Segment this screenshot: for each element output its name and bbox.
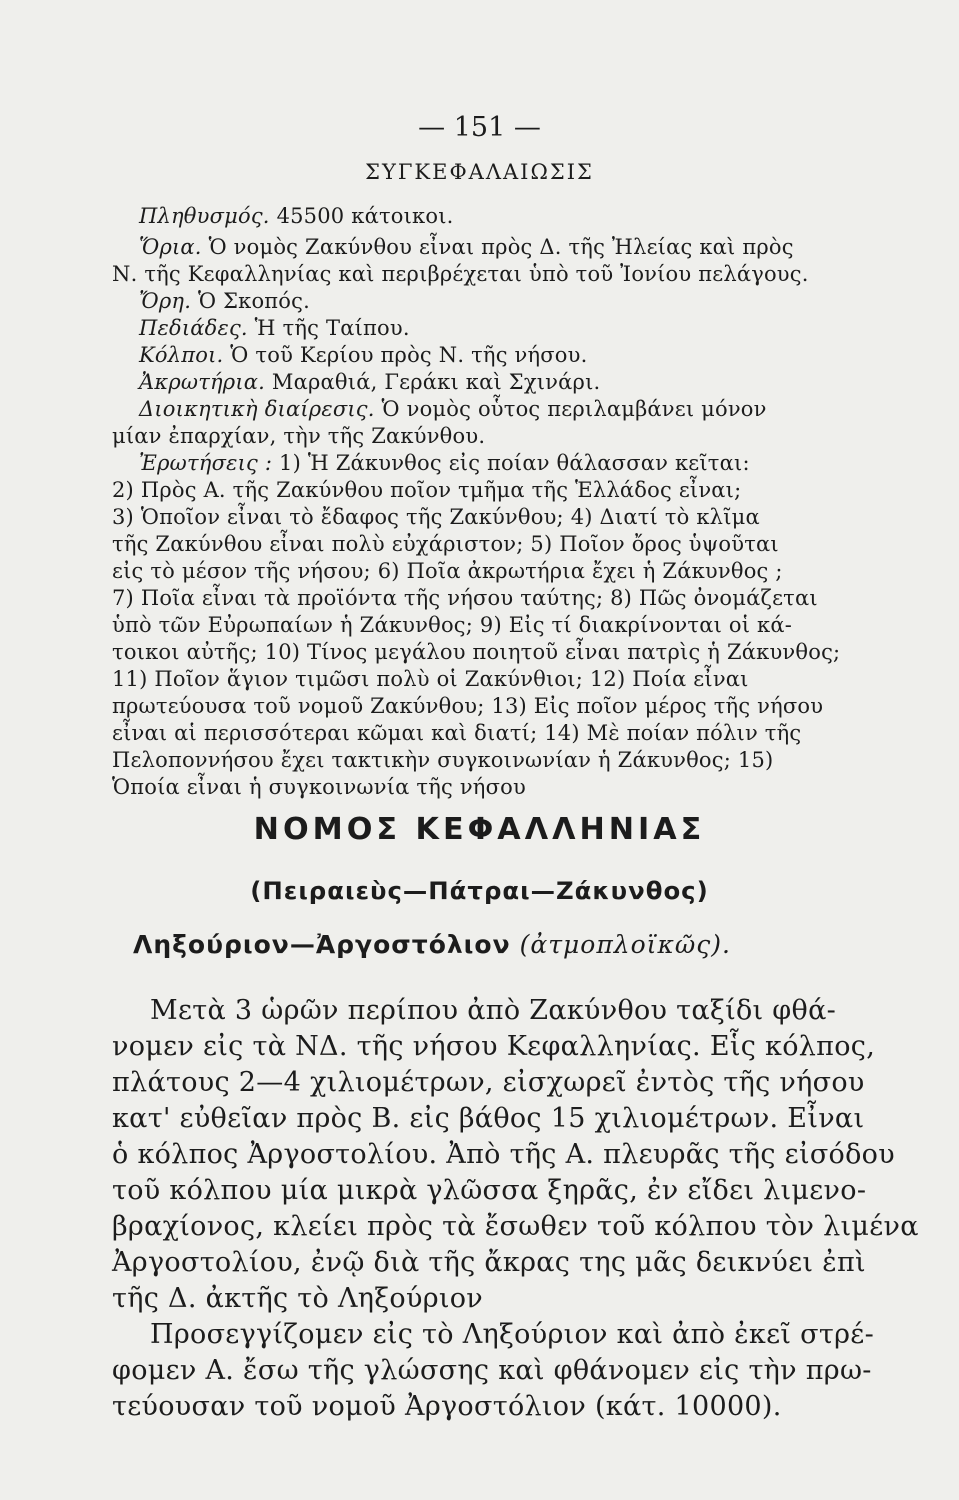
page-number: — 151 — (418, 112, 541, 143)
questions-label: Ἐρωτήσεις : (139, 451, 273, 475)
question-line: 2) Πρὸς Α. τῆς Ζακύνθου ποῖον τμῆμα τῆς Ἑλλάδος εἶναι; (112, 478, 742, 502)
admin-text-2: μίαν ἐπαρχίαν, τὴν τῆς Ζακύνθου. (112, 424, 486, 448)
summary-questions (139, 451, 750, 475)
question-line: Πελοποννήσου ἔχει τακτικὴν συγκοινωνίαν ἡ Ζάκυνθος; 15) (112, 748, 774, 772)
mountains-text: Ὁ Σκοπός. (191, 289, 310, 313)
admin-label: Διοικητικὴ διαίρεσις. (139, 397, 375, 421)
borders-label: Ὅρια. (139, 235, 202, 259)
summary-capes (139, 370, 600, 394)
body-line: τῆς Δ. ἀκτῆς τὸ Ληξούριον (112, 1283, 484, 1314)
body-line: Προσεγγίζομεν εἰς τὸ Ληξούριον καὶ ἀπὸ ἐκεῖ στρέ- (150, 1319, 875, 1350)
admin-text-1: Ὁ νομὸς οὗτος περιλαμβάνει μόνον (374, 397, 767, 421)
body-line: φομεν Α. ἔσω τῆς γλώσσης καὶ φθάνομεν εἰς τὴν πρω- (112, 1355, 872, 1386)
population-text: 45500 κάτοικοι. (269, 204, 454, 228)
summary-gulfs (139, 343, 588, 367)
summary-borders (139, 235, 794, 259)
borders-text-2: Ν. τῆς Κεφαλληνίας καὶ περιβρέχεται ὑπὸ τοῦ Ἰονίου πελάγους. (112, 262, 809, 286)
body-line: τεύουσαν τοῦ νομοῦ Ἀργοστόλιον (κάτ. 10000). (112, 1391, 782, 1422)
body-line: νομεν εἰς τὰ ΝΔ. τῆς νήσου Κεφαλληνίας. Εἷς κόλπος, (112, 1031, 876, 1062)
gulfs-label: Κόλποι. (139, 343, 224, 367)
route-2-title: Ληξούριον—Ἀργοστόλιον (133, 930, 511, 959)
capes-label: Ἀκρωτήρια. (139, 370, 266, 394)
route-heading-2 (133, 930, 731, 959)
section-title: ΝΟΜΟΣ ΚΕΦΑΛΛΗΝΙΑΣ (253, 812, 706, 847)
route-2-note: (ἀτμοπλοϊκῶς). (510, 930, 731, 959)
summary-population (139, 204, 454, 228)
mountains-label: Ὄρη. (139, 289, 192, 313)
body-line: κατ' εὐθεῖαν πρὸς Β. εἰς βάθος 15 χιλιομέτρων. Εἶναι (112, 1103, 865, 1134)
question-line: εἰς τὸ μέσον τῆς νήσου; 6) Ποῖα ἀκρωτήρια ἔχει ἡ Ζάκυνθος ; (112, 559, 783, 583)
borders-text-1: Ὁ νομὸς Ζακύνθου εἶναι πρὸς Δ. τῆς Ἠλείας καὶ πρὸς (201, 235, 794, 259)
plains-label: Πεδιάδες. (139, 316, 248, 340)
summary-title: ΣΥΓΚΕΦΑΛΑΙΩΣΙΣ (365, 160, 594, 184)
summary-admin (139, 397, 767, 421)
question-line: Ὁποία εἶναι ἡ συγκοινωνία τῆς νήσου (112, 775, 526, 799)
question-line: 11) Ποῖον ἅγιον τιμῶσι πολὺ οἱ Ζακύνθιοι; 12) Ποία εἶναι (112, 667, 749, 691)
body-line: Ἀργοστολίου, ἐνῷ διὰ τῆς ἄκρας της μᾶς δεικνύει ἐπὶ (112, 1247, 866, 1278)
question-line: 7) Ποῖα εἶναι τὰ προϊόντα τῆς νήσου ταύτης; 8) Πῶς ὀνομάζεται (112, 586, 818, 610)
summary-plains (139, 316, 410, 340)
question-line: 3) Ὁποῖον εἶναι τὸ ἔδαφος τῆς Ζακύνθου; 4) Διατί τὸ κλῖμα (112, 505, 760, 529)
body-line: τοῦ κόλπου μία μικρὰ γλῶσσα ξηρᾶς, ἐν εἴδει λιμενο- (112, 1175, 867, 1206)
question-line: πρωτεύουσα τοῦ νομοῦ Ζακύνθου; 13) Εἰς ποῖον μέρος τῆς νήσου (112, 694, 824, 718)
body-line: Μετὰ 3 ὡρῶν περίπου ἀπὸ Ζακύνθου ταξίδι φθά- (150, 995, 837, 1026)
capes-text: Μαραθιά, Γεράκι καὶ Σχινάρι. (265, 370, 601, 394)
question-line: ὑπὸ τῶν Εὐρωπαίων ἡ Ζάκυνθος; 9) Εἰς τί διακρίνονται οἱ κά- (112, 613, 793, 637)
question-line: εἶναι αἱ περισσότεραι κῶμαι καὶ διατί; 14) Μὲ ποίαν πόλιν τῆς (112, 721, 802, 745)
question-line: 1) Ἡ Ζάκυνθος εἰς ποίαν θάλασσαν κεῖται: (272, 451, 750, 475)
body-line: πλάτους 2—4 χιλιομέτρων, εἰσχωρεῖ ἐντὸς τῆς νήσου (112, 1067, 865, 1098)
route-heading-1: (Πειραιεὺς—Πάτραι—Ζάκυνθος) (250, 876, 709, 905)
body-line: βραχίονος, κλείει πρὸς τὰ ἔσωθεν τοῦ κόλπου τὸν λιμένα (112, 1211, 919, 1242)
question-line: τῆς Ζακύνθου εἶναι πολὺ εὐχάριστον; 5) Ποῖον ὄρος ὑψοῦται (112, 532, 779, 556)
question-line: τοικοι αὐτῆς; 10) Τίνος μεγάλου ποιητοῦ εἶναι πατρὶς ἡ Ζάκυνθος; (112, 640, 841, 664)
plains-text: Ἡ τῆς Ταίπου. (247, 316, 410, 340)
gulfs-text: Ὁ τοῦ Κερίου πρὸς Ν. τῆς νήσου. (223, 343, 588, 367)
body-line: ὁ κόλπος Ἀργοστολίου. Ἀπὸ τῆς Α. πλευρᾶς τῆς εἰσόδου (112, 1139, 895, 1170)
summary-mountains (139, 289, 310, 313)
population-label: Πληθυσμός. (139, 204, 270, 228)
